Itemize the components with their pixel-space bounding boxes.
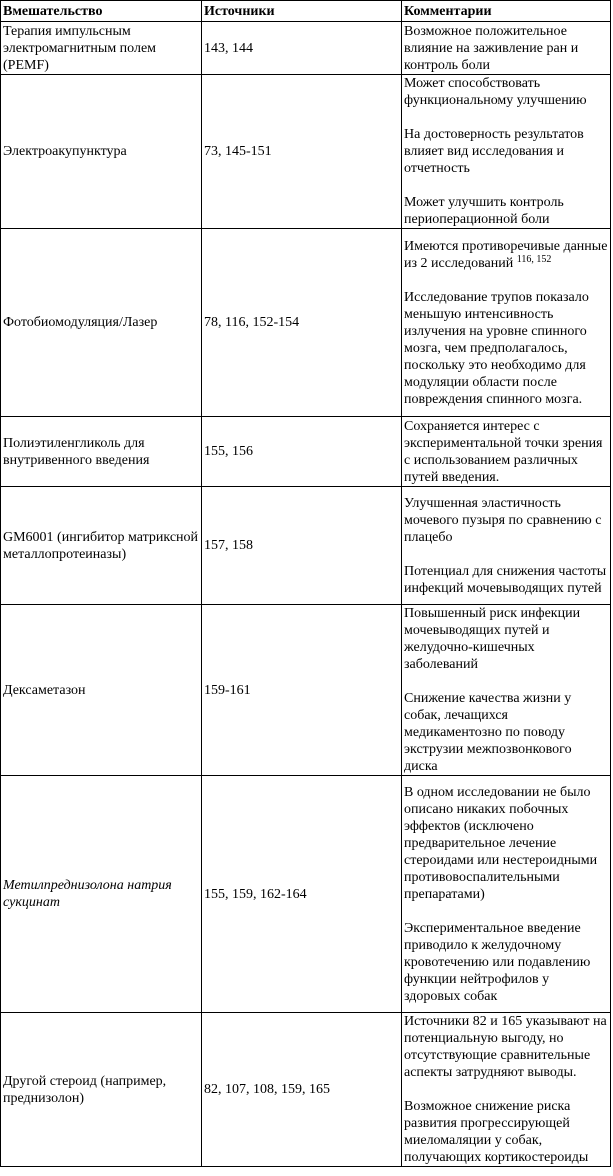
table-header-row	[1, 1, 611, 22]
sources-cell: 155, 159, 162-164	[202, 776, 402, 1013]
table-row	[1, 417, 611, 487]
table-row	[1, 605, 611, 776]
header-comments: Комментарии	[402, 1, 611, 22]
table-row	[1, 776, 611, 1013]
table-row	[1, 22, 611, 75]
comment-paragraph: Исследование трупов показало меньшую интенсивность излучения на уровне спинного мозга, чем предполагалось, поскольку это необходимо для модуляции области после повреждения спинного мозга.	[404, 289, 589, 407]
comments-cell	[402, 487, 611, 605]
header-sources: Источники	[202, 1, 402, 22]
comment-paragraph: Может улучшить контроль периоперационной боли	[404, 195, 564, 227]
sources-cell: 73, 145-151	[202, 75, 402, 229]
sources-cell: 143, 144	[202, 22, 402, 75]
intervention-cell: Электроакупунктура	[1, 75, 202, 229]
table-row	[1, 75, 611, 229]
comment-paragraph: Повышенный риск инфекции мочевыводящих путей и желудочно-кишечных заболеваний	[404, 606, 581, 672]
table-row	[1, 487, 611, 605]
intervention-cell: Другой стероид (например, преднизолон)	[1, 1013, 202, 1167]
intervention-cell: Дексаметазон	[1, 605, 202, 776]
intervention-cell: Метилпреднизолона натрия сукцинат	[1, 776, 202, 1013]
comment-paragraph: Снижение качества жизни у собак, лечащихся медикаментозно по поводу экструзии межпозвонкового диска	[404, 691, 572, 774]
sources-cell: 78, 116, 152-154	[202, 229, 402, 417]
comment-paragraph: Возможное снижение риска развития прогрессирующей миеломаляции у собак, получающих кортикостероиды	[404, 1099, 589, 1165]
comments-cell	[402, 22, 611, 75]
table-row	[1, 1013, 611, 1167]
comment-text: Имеются противоречивые данные из 2 исследований	[404, 238, 608, 271]
sources-cell: 157, 158	[202, 487, 402, 605]
header-intervention: Вмешательство	[1, 1, 202, 22]
intervention-cell: Фотобиомодуляция/Лазер	[1, 229, 202, 417]
comments-cell	[402, 1013, 611, 1167]
citation-superscript: 116, 152	[516, 253, 552, 265]
comment-paragraph: Сохраняется интерес с экспериментальной точки зрения с использованием различных путей введения.	[404, 418, 603, 485]
comments-cell	[402, 776, 611, 1013]
comment-paragraph: Источники 82 и 165 указывают на потенциальную выгоду, но отсутствующие сравнительные аспекты затрудняют выводы.	[404, 1014, 607, 1080]
comment-paragraph: На достоверность результатов влияет вид исследования и отчетность	[404, 127, 584, 176]
comment-paragraph: Может способствовать функциональному улучшению	[404, 76, 587, 108]
comment-paragraph: Возможное положительное влияние на заживление ран и контроль боли	[404, 23, 579, 73]
comments-cell	[402, 605, 611, 776]
comment-paragraph: В одном исследовании не было описано никаких побочных эффектов (исключено предварительное лечение стероидами или нестероидными противовоспалительными препаратами)	[404, 784, 598, 902]
comment-paragraph: Потенциал для снижения частоты инфекций мочевыводящих путей	[404, 563, 607, 596]
comment-paragraph	[404, 238, 608, 272]
comments-cell	[402, 417, 611, 487]
comments-cell	[402, 75, 611, 229]
intervention-cell: Терапия импульсным электромагнитным полем (PEMF)	[1, 22, 202, 75]
sources-cell: 159-161	[202, 605, 402, 776]
comment-paragraph: Экспериментальное введение приводило к желудочному кровотечению или подавлению функции нейтрофилов у здоровых собак	[404, 920, 591, 1004]
sources-cell: 155, 156	[202, 417, 402, 487]
intervention-cell: GM6001 (ингибитор матриксной металлопротеиназы)	[1, 487, 202, 605]
comment-paragraph: Улучшенная эластичность мочевого пузыря по сравнению с плацебо	[404, 495, 602, 545]
intervention-cell: Полиэтиленгликоль для внутривенного введения	[1, 417, 202, 487]
sources-cell: 82, 107, 108, 159, 165	[202, 1013, 402, 1167]
comments-cell	[402, 229, 611, 417]
table-row	[1, 229, 611, 417]
